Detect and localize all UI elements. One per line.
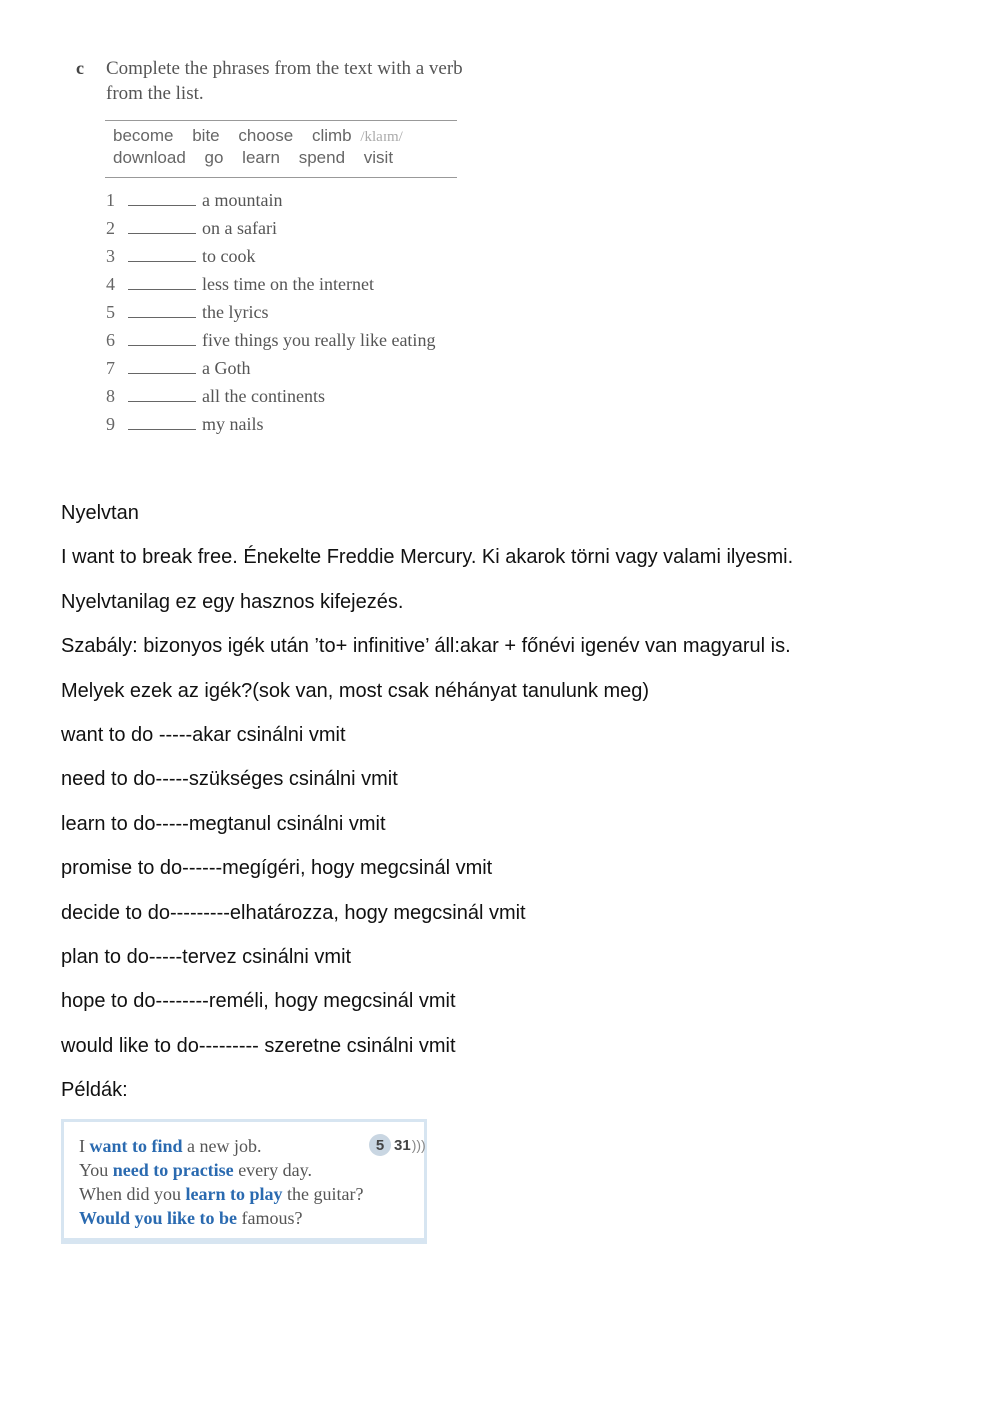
verb-pattern: learn to do-----megtanul csinálni vmit bbox=[61, 812, 386, 835]
verb-pattern: hope to do--------reméli, hogy megcsinál vmit bbox=[61, 990, 456, 1013]
grammar-line: Nyelvtanilag ez egy hasznos kifejezés. bbox=[61, 590, 404, 613]
phrase-text: the lyrics bbox=[202, 302, 269, 322]
phrase-item bbox=[106, 354, 435, 382]
verb-pattern: want to do -----akar csinálni vmit bbox=[61, 723, 346, 746]
examples-box bbox=[61, 1119, 427, 1244]
exercise-letter: c bbox=[76, 58, 84, 78]
phrase-number: 3 bbox=[106, 246, 115, 266]
phrase-item bbox=[106, 298, 435, 326]
example-text: You bbox=[79, 1160, 113, 1180]
example-text: When did you bbox=[79, 1184, 186, 1204]
answer-blank[interactable] bbox=[128, 358, 196, 374]
phrase-item bbox=[106, 214, 435, 242]
example-text: famous? bbox=[237, 1208, 303, 1228]
answer-blank[interactable] bbox=[128, 190, 196, 206]
phrase-number: 8 bbox=[106, 386, 115, 406]
phrase-text: to cook bbox=[202, 246, 256, 266]
phrase-item bbox=[106, 410, 435, 438]
example-highlight: learn to play bbox=[185, 1184, 283, 1204]
phrase-number: 4 bbox=[106, 274, 115, 294]
phrase-text: less time on the internet bbox=[202, 274, 374, 294]
grammar-section bbox=[61, 500, 961, 1121]
word-download: download bbox=[113, 148, 186, 167]
track-unit-circle: 5 bbox=[369, 1134, 391, 1156]
phrase-number: 5 bbox=[106, 302, 115, 322]
phrase-number: 9 bbox=[106, 414, 115, 434]
phrase-text: five things you really like eating bbox=[202, 330, 436, 350]
word-spend: spend bbox=[298, 148, 346, 167]
phrase-text: all the continents bbox=[202, 386, 325, 406]
phrase-item bbox=[106, 270, 435, 298]
word-learn: learn bbox=[242, 148, 280, 167]
answer-blank[interactable] bbox=[128, 386, 196, 402]
phrase-text: my nails bbox=[202, 414, 264, 434]
word-choose: choose bbox=[238, 126, 294, 145]
phrase-text: a mountain bbox=[202, 190, 283, 210]
example-highlight: Would you like to be bbox=[79, 1208, 238, 1228]
examples-heading: Példák: bbox=[61, 1079, 128, 1102]
verb-pattern: decide to do---------elhatározza, hogy megcsinál vmit bbox=[61, 901, 526, 924]
example-sentences bbox=[79, 1134, 363, 1230]
phrase-item bbox=[106, 382, 435, 410]
grammar-heading: Nyelvtan bbox=[61, 502, 139, 524]
word-become: become bbox=[113, 126, 174, 145]
answer-blank[interactable] bbox=[128, 274, 196, 290]
example-text: the guitar? bbox=[282, 1184, 364, 1204]
word-list-row-1 bbox=[113, 126, 403, 146]
word-list-box bbox=[105, 120, 457, 178]
word-visit: visit bbox=[363, 148, 394, 167]
track-number: 31 bbox=[394, 1136, 411, 1154]
exercise-header bbox=[76, 56, 496, 106]
word-list-row-2 bbox=[113, 148, 407, 168]
word-go: go bbox=[204, 148, 224, 167]
phrase-number: 1 bbox=[106, 190, 115, 210]
verb-pattern: plan to do-----tervez csinálni vmit bbox=[61, 945, 352, 968]
phrase-item bbox=[106, 186, 435, 214]
audio-wave-icon: ))) bbox=[411, 1137, 426, 1153]
verb-pattern: need to do-----szükséges csinálni vmit bbox=[61, 768, 398, 791]
pronunciation-climb: /klaɪm/ bbox=[360, 129, 403, 145]
grammar-line: I want to break free. Énekelte Freddie Mercury. Ki akarok törni vagy valami ilyesmi. bbox=[61, 546, 794, 569]
example-sentence bbox=[79, 1158, 363, 1182]
phrase-number: 7 bbox=[106, 358, 115, 378]
verb-pattern: would like to do--------- szeretne csinálni vmit bbox=[61, 1034, 456, 1057]
phrase-item bbox=[106, 326, 435, 354]
answer-blank[interactable] bbox=[128, 302, 196, 318]
verb-pattern: promise to do------megígéri, hogy megcsinál vmit bbox=[61, 857, 493, 880]
phrase-text: a Goth bbox=[202, 358, 251, 378]
exercise-instruction: Complete the phrases from the text with a verb from the list. bbox=[106, 58, 463, 104]
phrase-text: on a safari bbox=[202, 218, 277, 238]
grammar-line: Melyek ezek az igék?(sok van, most csak néhányat tanulunk meg) bbox=[61, 679, 650, 702]
answer-blank[interactable] bbox=[128, 246, 196, 262]
audio-track-badge[interactable] bbox=[369, 1134, 426, 1156]
phrase-list bbox=[106, 186, 435, 438]
word-bite: bite bbox=[192, 126, 220, 145]
answer-blank[interactable] bbox=[128, 330, 196, 346]
example-highlight: need to practise bbox=[112, 1160, 234, 1180]
phrase-number: 6 bbox=[106, 330, 115, 350]
example-sentence bbox=[79, 1134, 363, 1158]
answer-blank[interactable] bbox=[128, 218, 196, 234]
example-text: every day. bbox=[233, 1160, 312, 1180]
example-text: a new job. bbox=[182, 1136, 262, 1156]
example-text: I bbox=[79, 1136, 90, 1156]
phrase-item bbox=[106, 242, 435, 270]
example-sentence bbox=[79, 1206, 363, 1230]
word-climb: climb bbox=[311, 126, 352, 145]
phrase-number: 2 bbox=[106, 218, 115, 238]
exercise-section bbox=[76, 56, 496, 106]
example-highlight: want to find bbox=[89, 1136, 183, 1156]
example-sentence bbox=[79, 1182, 363, 1206]
grammar-rule: Szabály: bizonyos igék után ’to+ infinitive’ áll:akar + főnévi igenév van magyarul is. bbox=[61, 635, 791, 658]
answer-blank[interactable] bbox=[128, 414, 196, 430]
